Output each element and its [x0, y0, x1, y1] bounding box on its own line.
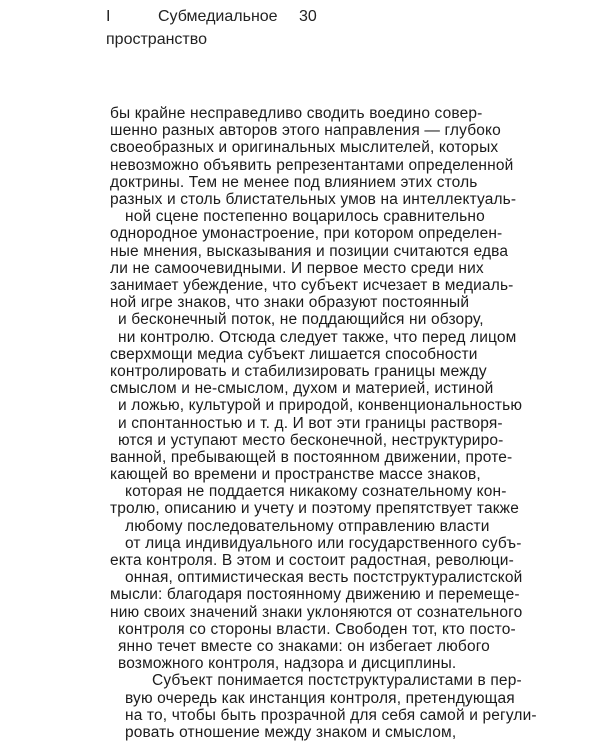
running-head-title: Субмедиальное — [158, 8, 278, 25]
text-line: шенно разных авторов этого направления — глубоко — [110, 122, 501, 140]
running-head-title-continued: пространство — [106, 31, 207, 48]
text-line: любому последовательному отправлению власти — [125, 517, 490, 535]
text-line: ются и уступают место бесконечной, неструктуриро- — [118, 431, 504, 449]
text-line: доктрины. Тем не менее под влиянием этих столь — [110, 173, 478, 191]
text-line: онная, оптимистическая весть постструктуралистской — [125, 569, 523, 587]
text-line: контролировать и стабилизировать границы между — [110, 362, 487, 380]
text-line: контроля со стороны власти. Свободен тот, кто посто- — [118, 620, 516, 638]
text-line: янно течет вместе со знаками: он избегает любого — [118, 638, 490, 656]
text-line: и бесконечный поток, не поддающийся ни обзору, — [118, 311, 484, 329]
text-line: от лица индивидуального или государственного субъ- — [125, 534, 522, 552]
text-line: ванной, пребывающей в постоянном движении, проте- — [110, 448, 513, 466]
text-line: возможного контроля, надзора и дисциплины. — [118, 655, 457, 673]
text-line: бы крайне несправедливо сводить воедино совер- — [110, 105, 483, 122]
text-line: занимает убеждение, что субъект исчезает в медиаль- — [110, 276, 514, 294]
text-line: ной сцене постепенно воцарилось сравнительно — [125, 208, 485, 226]
text-line: однородное умонастроение, при котором определен- — [110, 225, 503, 243]
text-line: вую очередь как инстанция контроля, претендующая — [125, 689, 515, 707]
text-line: нию своих значений знаки уклоняются от сознательного — [110, 603, 523, 621]
text-line: тролю, описанию и учету и поэтому препятствует также — [110, 500, 519, 518]
text-line: ли не самоочевидными. И первое место среди них — [110, 259, 484, 277]
text-line: ной игре знаков, что знаки образуют постоянный — [110, 294, 470, 312]
text-line: екта контроля. В этом и состоит радостная, революци- — [110, 552, 514, 570]
text-line: ные мнения, высказывания и позиции считаются едва — [110, 242, 509, 260]
text-line: на то, чтобы быть прозрачной для себя самой и регули- — [125, 706, 537, 724]
text-line: невозможно объявить репрезентантами определенной — [110, 156, 514, 174]
text-line: кающей во времени и пространстве массе знаков, — [110, 466, 481, 484]
text-line: своеобразных и оригинальных мыслителей, которых — [110, 139, 499, 157]
running-head-part: I — [106, 8, 111, 25]
page-number: 30 — [299, 8, 317, 25]
text-line: Субъект понимается постструктуралистами в пер- — [152, 672, 522, 690]
text-line: смыслом и не-смыслом, духом и материей, истиной — [110, 380, 494, 398]
text-line: ни контролю. Отсюда следует также, что перед лицом — [118, 328, 517, 346]
text-line: которая не поддается никакому сознательному кон- — [125, 483, 507, 501]
text-line: сверхмощи медиа субъект лишается способности — [110, 345, 478, 363]
text-line: мысли: благодаря постоянному движению и перемеще- — [110, 586, 520, 604]
text-line: ровать отношение между знаком и смыслом, — [125, 724, 457, 741]
text-line: разных и столь блистательных умов на интеллектуаль- — [110, 190, 517, 208]
text-line: и спонтанностью и т. д. И вот эти границы растворя- — [118, 414, 503, 432]
text-line: и ложью, культурой и природой, конвенциональностью — [118, 397, 523, 415]
